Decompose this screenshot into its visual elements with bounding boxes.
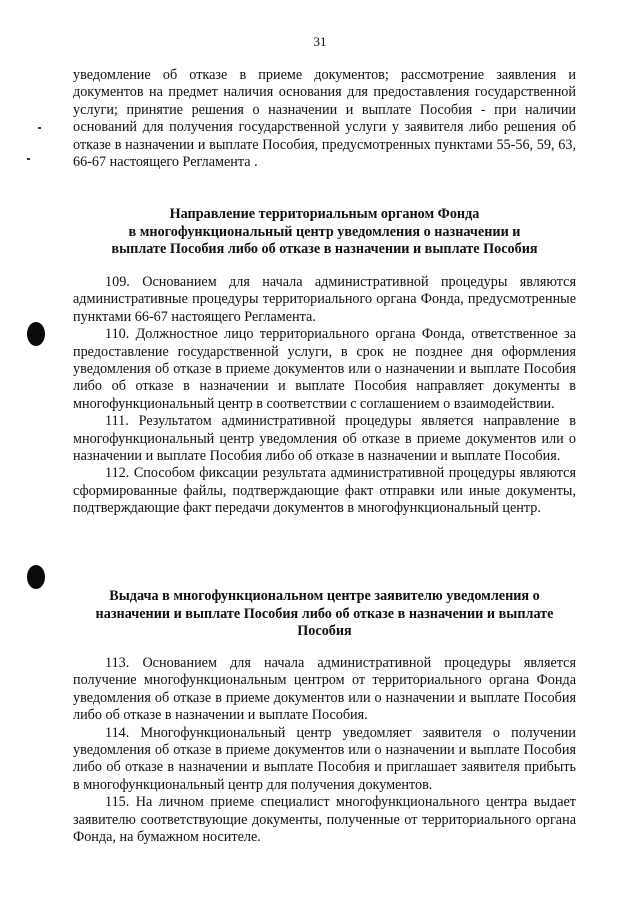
scan-speck bbox=[27, 158, 30, 160]
heading-line: в многофункциональный центр уведомления о назначении и bbox=[128, 223, 521, 240]
section-1-body bbox=[73, 274, 576, 518]
paragraph-113: 113. Основанием для начала административной процедуры является получение многофункциональным центром от территориального органа Фонда уведомления об отказе в приеме документов или о назначении и выплате Пособия либо об отказе в назначении и выплате Пособия. bbox=[73, 655, 576, 724]
scan-speck bbox=[38, 127, 41, 129]
heading-line: Выдача в многофункциональном центре заявителю уведомления о bbox=[109, 588, 540, 604]
section-2-body bbox=[73, 655, 576, 846]
paragraph-109: 109. Основанием для начала административной процедуры являются административные процедуры территориального органа Фонда, предусмотренные пунктами 66-67 настоящего Регламента. bbox=[73, 274, 576, 325]
heading-line: назначении и выплате Пособия либо об отказе в назначении и выплате bbox=[95, 605, 554, 622]
heading-line: Направление территориальным органом Фонда bbox=[169, 206, 480, 222]
paragraph-111: 111. Результатом административной процедуры является направление в многофункциональный центр уведомления об отказе в приеме документов или о назначении и выплате Пособия либо об отказе в назначении и выплате Пособия. bbox=[73, 413, 576, 465]
section-heading-2 bbox=[73, 588, 576, 641]
section-heading-1 bbox=[73, 206, 576, 259]
paragraph-115: 115. На личном приеме специалист многофункционального центра выдает заявителю соответствующие документы, полученные от территориального органа Фонда, на бумажном носителе. bbox=[73, 794, 576, 846]
page-number: 31 bbox=[313, 34, 327, 49]
paragraph-114: 114. Многофункциональный центр уведомляет заявителя о получении уведомления об отказе в приеме документов или о назначении и выплате Пособия либо об отказе в назначении и выплате Пособия и приглашает заявителя прибыть в многофункциональный центр для получения документов. bbox=[73, 724, 576, 793]
paragraph-112: 112. Способом фиксации результата административной процедуры являются сформированные файлы, подтверждающие факт отправки или иные документы, подтверждающие факт передачи документов в многофункциональный центр. bbox=[73, 465, 576, 517]
paragraph-110: 110. Должностное лицо территориального органа Фонда, ответственное за предоставление государственной услуги, в срок не позднее дня оформления уведомления об отказе в приеме документов или о назначении и выплате Пособия либо об отказе в назначении и выплате Пособия направляет документы в многофункциональный центр в соответствии с соглашением о взаимодействии. bbox=[73, 326, 576, 412]
continuation-text bbox=[73, 67, 576, 171]
continuation-paragraph: уведомление об отказе в приеме документов; рассмотрение заявления и документов на предмет наличия основания для предоставления государственной услуги; принятие решения о назначении и выплате Пособия - при наличии оснований для получения государственной услуги у заявителя либо решения об отказе в назначении и выплате Пособия, предусмотренных пунктами 55-56, 59, 63, 66-67 настоящего Регламента . bbox=[73, 67, 576, 171]
heading-line: Пособия bbox=[297, 623, 352, 640]
binder-hole-mark bbox=[27, 322, 45, 346]
heading-line: выплате Пособия либо об отказе в назначении и выплате Пособия bbox=[111, 241, 538, 258]
binder-hole-mark bbox=[27, 565, 45, 589]
